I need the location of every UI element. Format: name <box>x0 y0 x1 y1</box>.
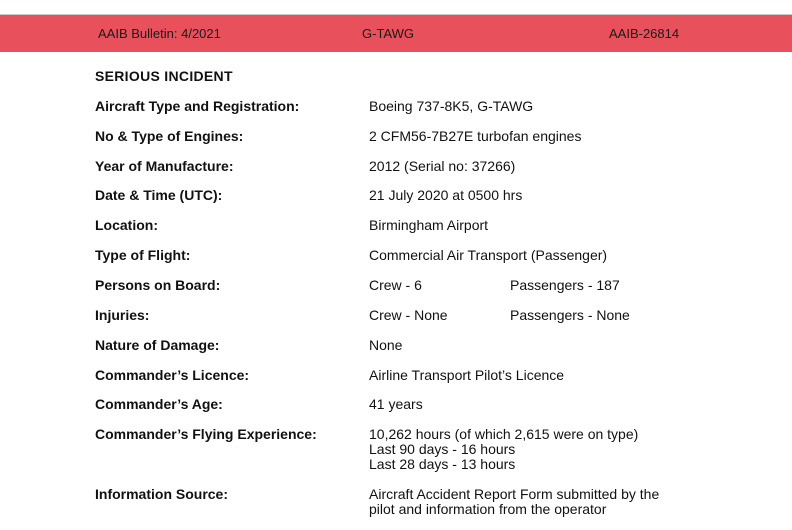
field-label: Nature of Damage: <box>95 337 220 353</box>
field-label: Commander’s Flying Experience: <box>95 426 317 442</box>
experience-line-90-days: Last 90 days - 16 hours <box>369 441 516 457</box>
bulletin-number: AAIB Bulletin: 4/2021 <box>98 26 221 41</box>
field-value: None <box>369 337 403 353</box>
aircraft-registration-header: G-TAWG <box>362 26 414 41</box>
field-label: Year of Manufacture: <box>95 158 234 174</box>
source-line-2: pilot and information from the operator <box>369 501 607 517</box>
experience-line-total: 10,262 hours (of which 2,615 were on type) <box>369 426 639 442</box>
field-label: Commander’s Licence: <box>95 367 250 383</box>
report-reference: AAIB-26814 <box>609 26 680 41</box>
passenger-injuries: Passengers - None <box>510 307 630 323</box>
page-top-margin <box>0 0 792 14</box>
field-value: 2012 (Serial no: 37266) <box>369 158 516 174</box>
passenger-count: Passengers - 187 <box>510 277 620 293</box>
field-value: Commercial Air Transport (Passenger) <box>369 247 608 263</box>
field-value-multiline <box>369 427 638 472</box>
field-value: Airline Transport Pilot’s Licence <box>369 367 565 383</box>
field-value: 21 July 2020 at 0500 hrs <box>369 187 523 203</box>
field-value-multiline <box>369 487 659 517</box>
field-label: Information Source: <box>95 486 229 502</box>
field-label: No & Type of Engines: <box>95 128 244 144</box>
field-value: Boeing 737-8K5, G-TAWG <box>369 98 534 114</box>
field-label: Commander’s Age: <box>95 396 223 412</box>
source-line-1: Aircraft Accident Report Form submitted by the <box>369 486 660 502</box>
field-value: 2 CFM56-7B27E turbofan engines <box>369 128 582 144</box>
field-value: Birmingham Airport <box>369 217 489 233</box>
field-label: Type of Flight: <box>95 247 191 263</box>
crew-count: Crew - 6 <box>369 277 422 293</box>
field-label: Date & Time (UTC): <box>95 187 223 203</box>
experience-line-28-days: Last 28 days - 13 hours <box>369 456 516 472</box>
bulletin-header-bar <box>0 14 792 52</box>
crew-injuries: Crew - None <box>369 307 448 323</box>
field-value: 41 years <box>369 396 423 412</box>
field-label: Persons on Board: <box>95 277 221 293</box>
field-label: Injuries: <box>95 307 150 323</box>
field-label: Aircraft Type and Registration: <box>95 98 300 114</box>
report-category-title: SERIOUS INCIDENT <box>95 68 233 84</box>
field-label: Location: <box>95 217 158 233</box>
